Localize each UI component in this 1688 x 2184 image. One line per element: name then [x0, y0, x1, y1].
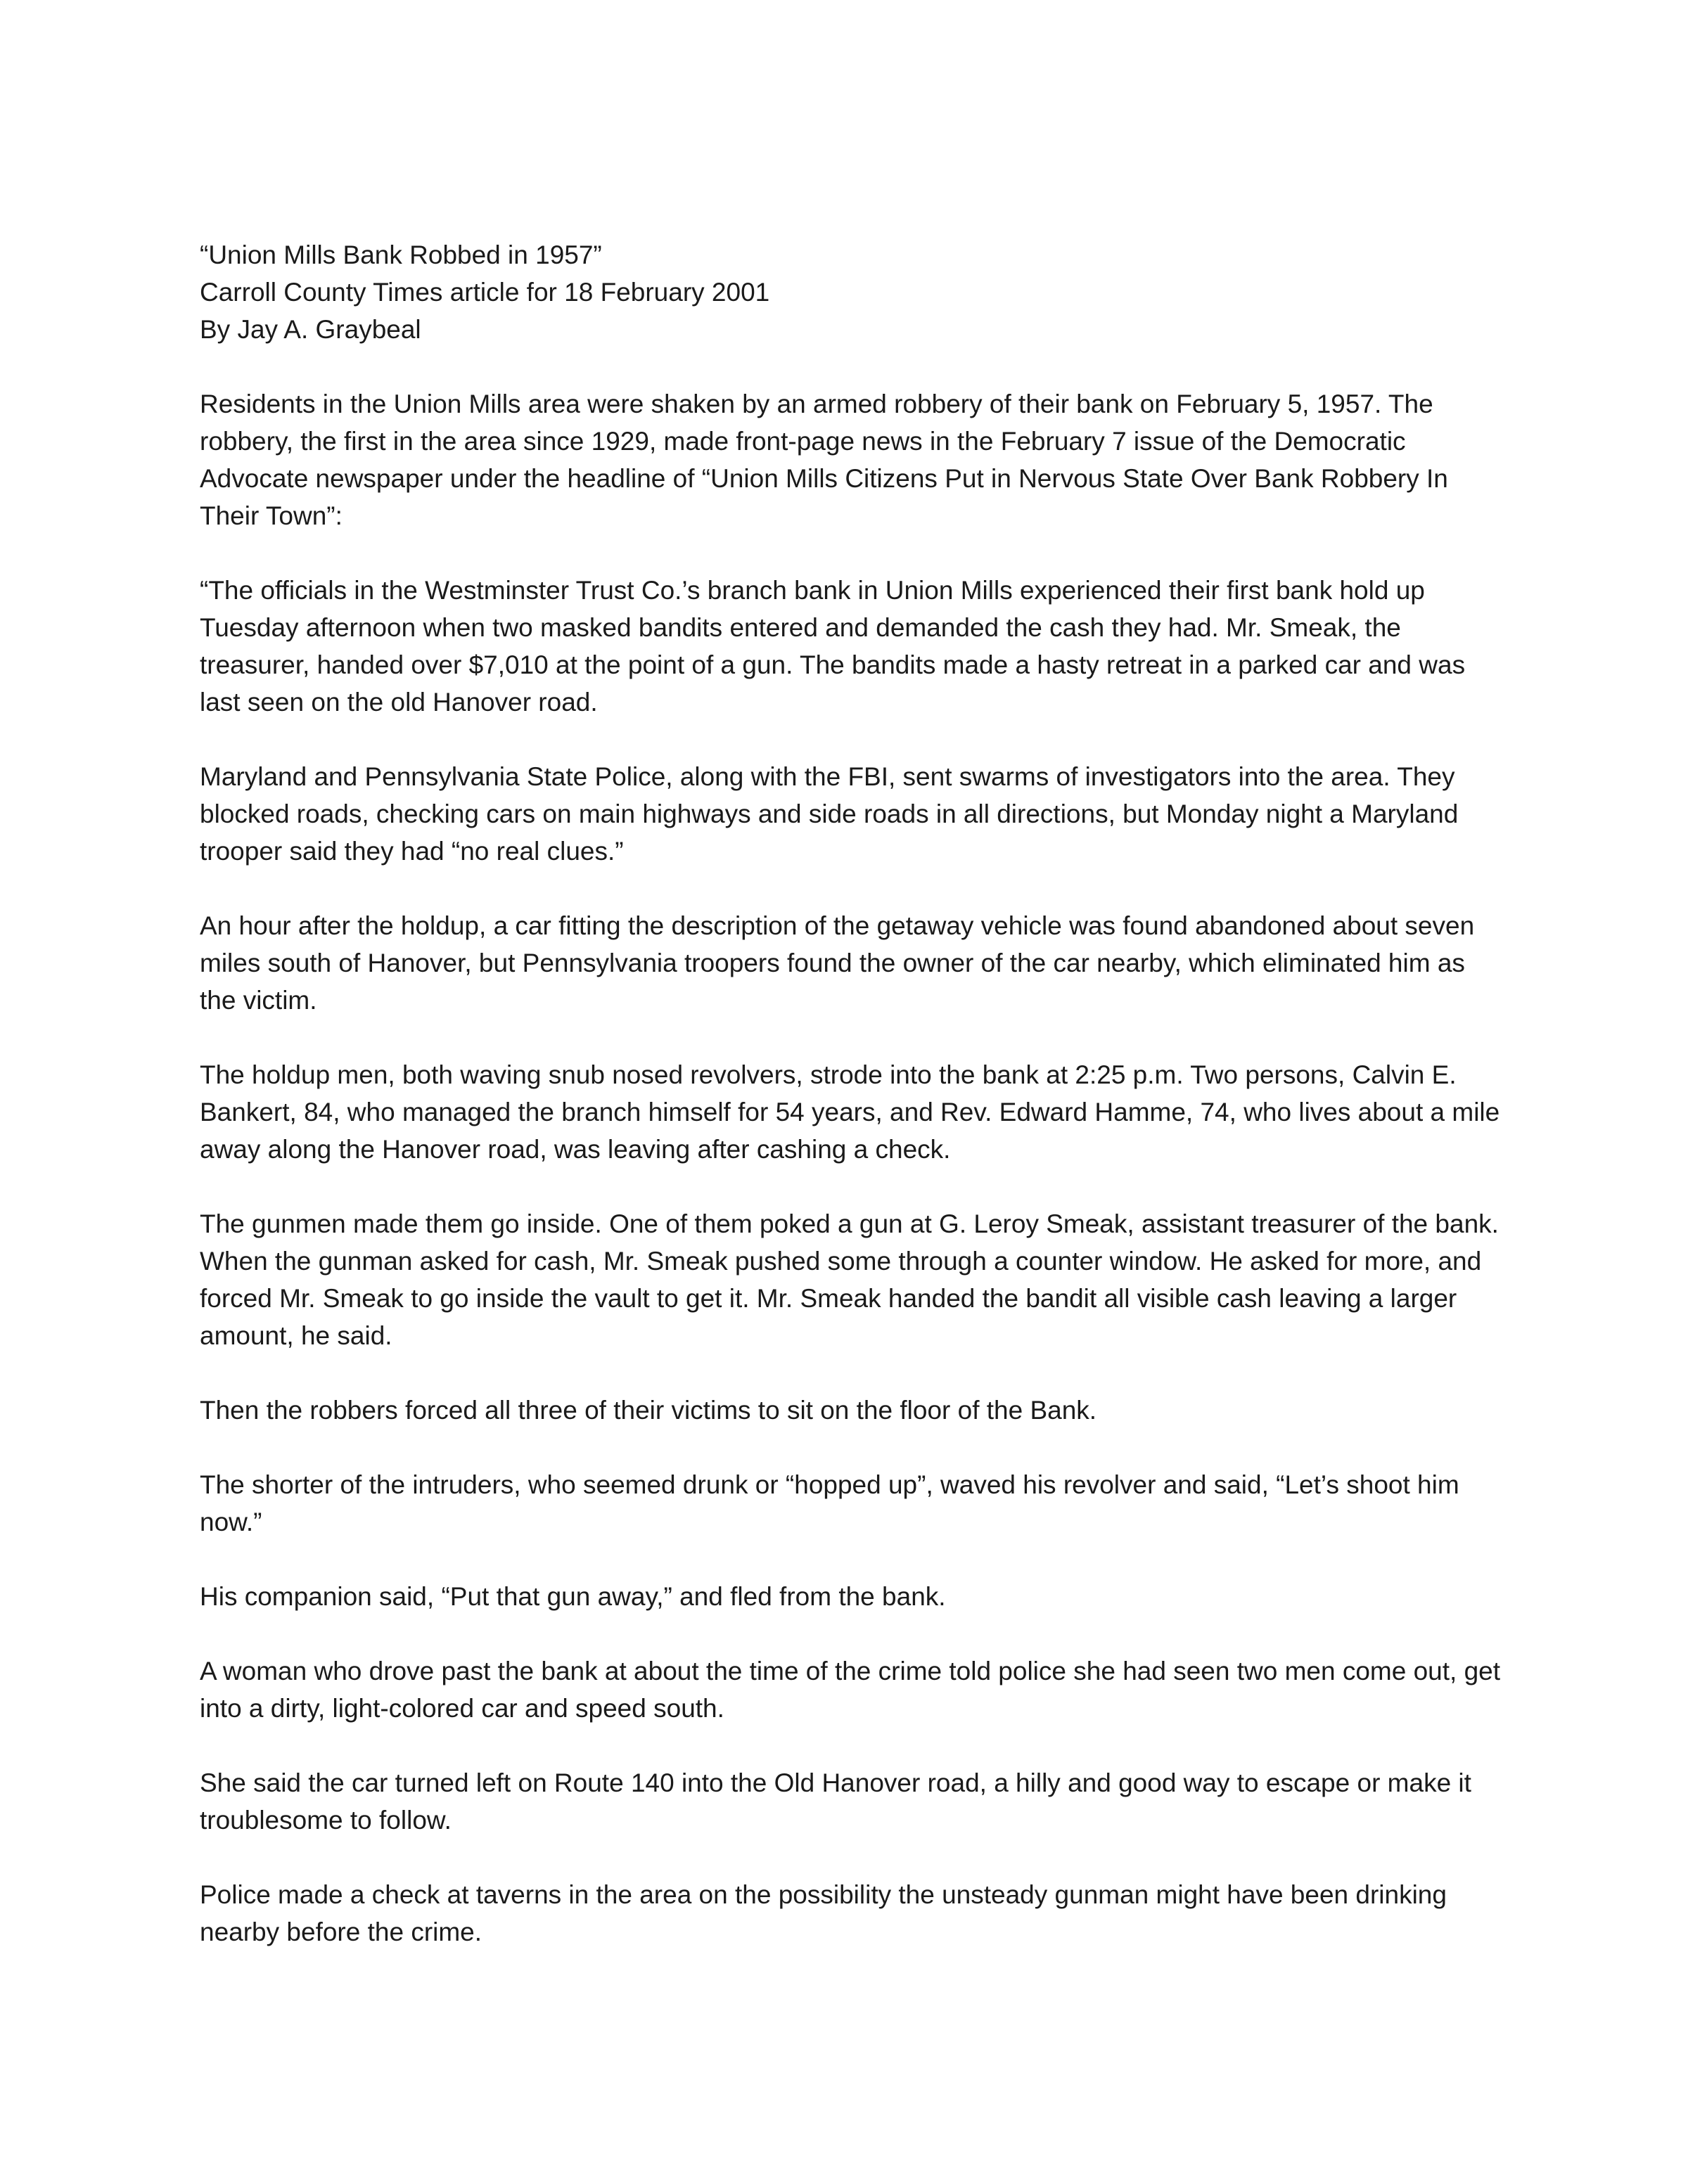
article-title: “Union Mills Bank Robbed in 1957” [200, 240, 602, 269]
paragraph: Maryland and Pennsylvania State Police, along with the FBI, sent swarms of investigators into the area. They blocked roads, checking cars on main highways and side roads in all directions, but Monday night a Maryland trooper said they had “no real clues.” [200, 762, 1459, 866]
paragraph: Then the robbers forced all three of their victims to sit on the floor of the Bank. [200, 1396, 1097, 1425]
article-source: Carroll County Times article for 18 February 2001 [200, 278, 770, 307]
paragraph: His companion said, “Put that gun away,” and fled from the bank. [200, 1582, 946, 1611]
paragraph: The gunmen made them go inside. One of them poked a gun at G. Leroy Smeak, assistant treasurer of the bank. When the gunman asked for cash, Mr. Smeak pushed some through a counter window. He asked for more, and forced Mr. Smeak to go inside the vault to get it. Mr. Smeak handed the bandit all visible cash leaving a larger amount, he said. [200, 1209, 1499, 1350]
paragraph: The shorter of the intruders, who seemed drunk or “hopped up”, waved his revolver and said, “Let’s shoot him now.” [200, 1470, 1459, 1536]
paragraph: “The officials in the Westminster Trust Co.’s branch bank in Union Mills experienced their first bank hold up Tuesday afternoon when two masked bandits entered and demanded the cash they had. Mr. Smeak, the treasurer, handed over $7,010 at the point of a gun. The bandits made a hasty retreat in a parked car and was last seen on the old Hanover road. [200, 576, 1466, 717]
paragraph: A woman who drove past the bank at about the time of the crime told police she had seen two men come out, get into a dirty, light-colored car and speed south. [200, 1657, 1501, 1723]
paragraph: She said the car turned left on Route 140 into the Old Hanover road, a hilly and good way to escape or make it troublesome to follow. [200, 1768, 1471, 1835]
article-byline: By Jay A. Graybeal [200, 315, 421, 344]
document-body [200, 236, 1508, 1988]
article-header [200, 236, 1508, 348]
paragraph: Police made a check at taverns in the area on the possibility the unsteady gunman might have been drinking nearby before the crime. [200, 1880, 1447, 1946]
paragraph: An hour after the holdup, a car fitting the description of the getaway vehicle was found abandoned about seven miles south of Hanover, but Pennsylvania troopers found the owner of the car nearby, which eliminated him as the victim. [200, 911, 1475, 1015]
paragraph: Residents in the Union Mills area were shaken by an armed robbery of their bank on February 5, 1957. The robbery, the first in the area since 1929, made front-page news in the February 7 issue of the Democratic Advocate newspaper under the headline of “Union Mills Citizens Put in Nervous State Over Bank Robbery In Their Town”: [200, 390, 1448, 530]
paragraph: The holdup men, both waving snub nosed revolvers, strode into the bank at 2:25 p.m. Two persons, Calvin E. Bankert, 84, who managed the branch himself for 54 years, and Rev. Edward Hamme, 74, who lives about a mile away along the Hanover road, was leaving after cashing a check. [200, 1060, 1500, 1164]
